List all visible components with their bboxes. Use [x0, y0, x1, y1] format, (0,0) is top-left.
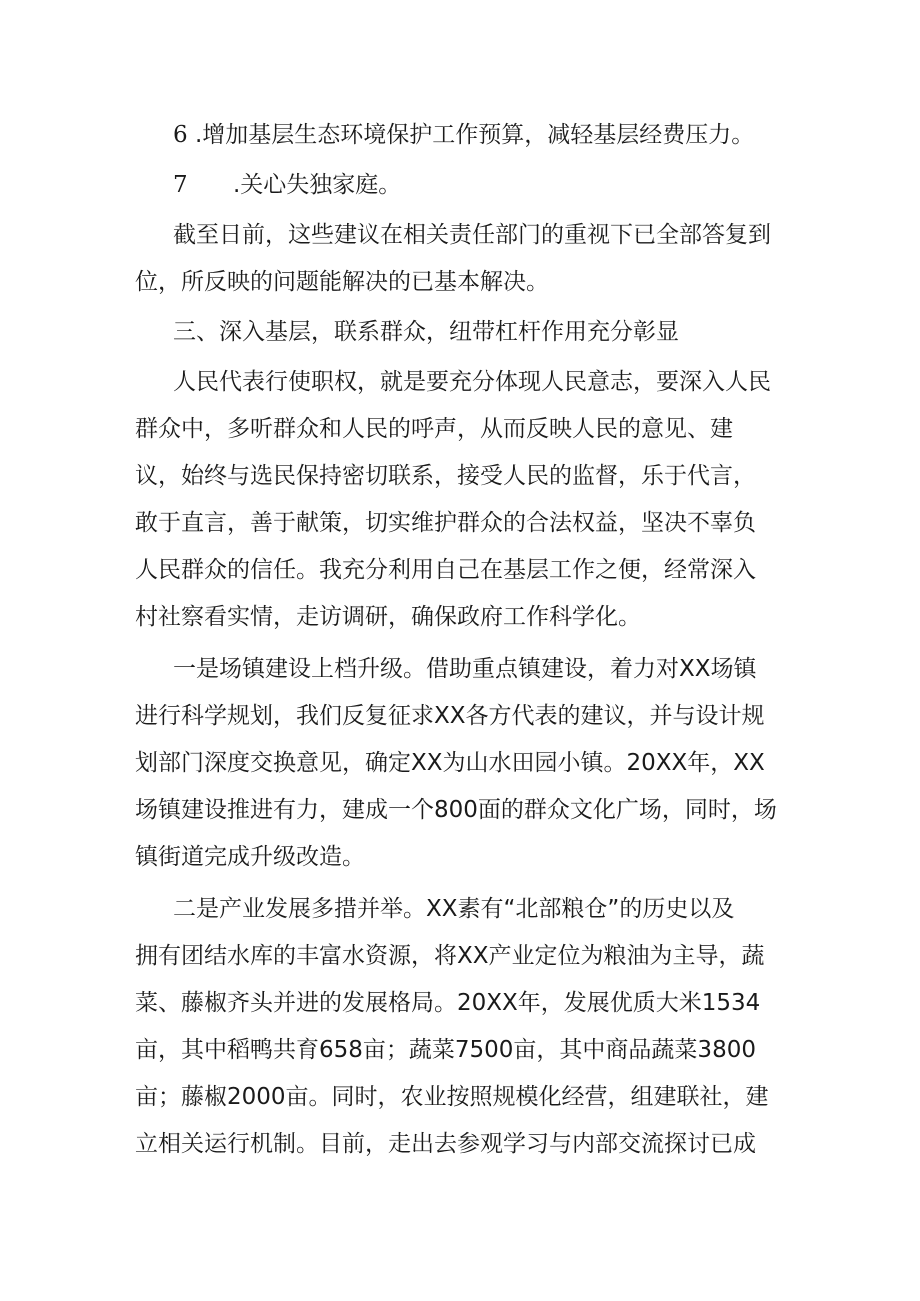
paragraph-line: 场镇建设推进有力，建成一个800面的群众文化广场，同时，场 [135, 797, 777, 823]
paragraph-line: 人民代表行使职权，就是要充分体现人民意志，要深入人民 [173, 369, 771, 395]
paragraph-industry [135, 886, 785, 1168]
paragraph-line: 划部门深度交换意见，确定XX为山水田园小镇。20XX年，XX [135, 750, 765, 776]
paragraph-line: 人民群众的信任。我充分利用自己在基层工作之便，经常深入 [135, 557, 756, 583]
list-item-text: .增加基层生态环境保护工作预算，减轻基层经费压力。 [194, 122, 755, 148]
paragraph-line: 位，所反映的问题能解决的已基本解决。 [135, 269, 549, 295]
paragraph-line: 立相关运行机制。目前，走出去参观学习与内部交流探讨已成 [135, 1131, 756, 1157]
paragraph-line: 亩，其中稻鸭共育658亩；蔬菜7500亩，其中商品蔬菜3800 [135, 1037, 756, 1063]
list-item-6 [135, 112, 785, 159]
paragraph-line: 村社察看实情，走访调研，确保政府工作科学化。 [135, 604, 641, 630]
paragraph-line: 群众中，多听群众和人民的呼声，从而反映人民的意见、建 [135, 416, 733, 442]
paragraph-line: 亩；藤椒2000亩。同时，农业按照规模化经营，组建联社，建 [135, 1084, 769, 1110]
list-item-7 [135, 162, 785, 209]
list-item-number: 7 [173, 172, 188, 198]
document-body [135, 112, 785, 1168]
list-item-text: .关心失独家庭。 [233, 172, 402, 198]
section-heading: 三、深入基层，联系群众，纽带杠杆作用充分彰显 [173, 319, 679, 345]
paragraph-line: 拥有团结水库的丰富水资源，将XX产业定位为粮油为主导，蔬 [135, 943, 765, 969]
paragraph-line: 一是场镇建设上档升级。借助重点镇建设，着力对XX场镇 [173, 656, 757, 682]
paragraph-line: 二是产业发展多措并举。XX素有“北部粮仓”的历史以及 [173, 896, 735, 922]
paragraph-duty [135, 359, 785, 641]
paragraph-line: 进行科学规划，我们反复征求XX各方代表的建议，并与设计规 [135, 703, 765, 729]
paragraph-line: 议，始终与选民保持密切联系，接受人民的监督，乐于代言， [135, 463, 756, 489]
paragraph-line: 菜、藤椒齐头并进的发展格局。20XX年，发展优质大米1534 [135, 990, 761, 1016]
list-item-number: 6 [173, 122, 188, 148]
paragraph-line: 镇街道完成升级改造。 [135, 844, 365, 870]
paragraph-line: 敢于直言，善于献策，切实维护群众的合法权益，坚决不辜负 [135, 510, 756, 536]
paragraph-line: 截至日前，这些建议在相关责任部门的重视下已全部答复到 [173, 222, 771, 248]
paragraph-town [135, 646, 785, 881]
paragraph-reply [135, 212, 785, 306]
